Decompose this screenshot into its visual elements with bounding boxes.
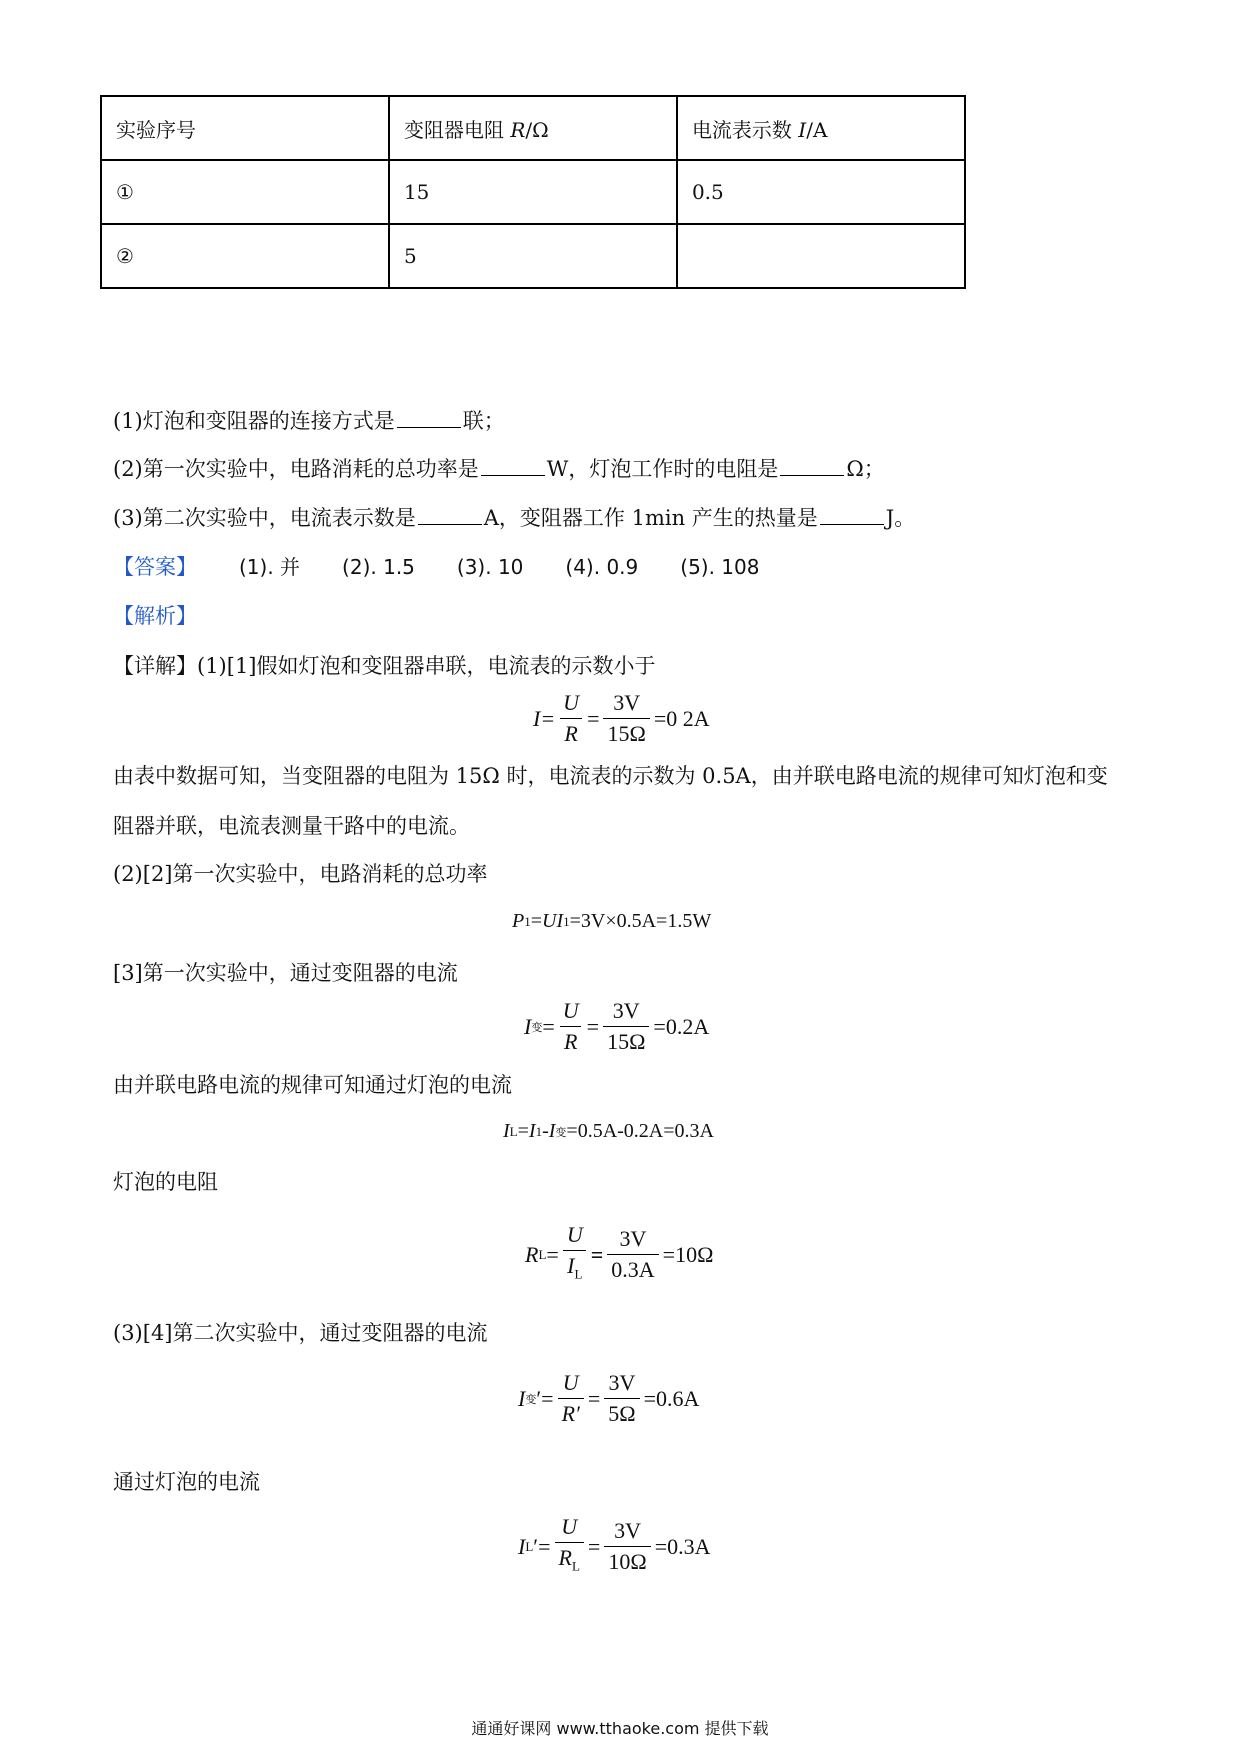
formula-rheostat-current-2: I 变 ′= $\frac{U}{R'}$ = $\frac{3V}{5\Omega}$ =0.6A (518, 1370, 700, 1426)
table-header-cell (101, 96, 389, 160)
question-text: 联； (462, 409, 505, 433)
fraction (604, 1518, 650, 1575)
answer-item: (5). 108 (680, 555, 760, 579)
solution-para: (2)[2]第一次实验中，电路消耗的总功率 (113, 862, 488, 886)
solution-para: 由并联电路电流的规律可知通过灯泡的电流 (113, 1073, 512, 1097)
fraction-numerator: 3V (619, 1226, 647, 1252)
answer-item: (2). 1.5 (342, 555, 415, 579)
formula-result: =0.6A (643, 1385, 700, 1411)
answer-blank (397, 407, 461, 428)
fraction-denominator: 15Ω (603, 718, 649, 747)
formula-result: =0.2A (653, 1013, 710, 1039)
header-unit: /Ω (525, 117, 549, 142)
question-text: J。 (885, 506, 916, 530)
table-cell: ① (101, 160, 389, 224)
solution-para: 灯泡的电阻 (113, 1170, 218, 1194)
fraction (603, 690, 649, 747)
fraction-denominator: 5Ω (604, 1398, 639, 1427)
formula-lamp-resistance: R L = $\frac{U}{I_L}$ = $\frac{3V}{0.3A}$ =10Ω (525, 1222, 713, 1287)
table-header-cell (389, 96, 677, 160)
header-text: 变阻器电阻 (403, 117, 511, 142)
formula-subscript: 变 (525, 1392, 537, 1406)
fraction-numerator: 3V (613, 690, 641, 715)
table-header-cell (677, 96, 965, 160)
fraction: $\frac{U}{R_L}$ (555, 1514, 584, 1579)
answer-item: (4). 0.9 (565, 555, 639, 579)
fraction-denominator: 10Ω (604, 1546, 650, 1575)
experiment-table (100, 95, 966, 289)
answer-blank (418, 504, 482, 525)
answer-blank (481, 455, 545, 476)
solution-para: 【详解】(1)[1]假如灯泡和变阻器串联，电流表的示数小于 (113, 654, 656, 678)
solution-para: 阻器并联，电流表测量干路中的电流。 (113, 814, 470, 838)
answer-line (113, 551, 759, 581)
solution-para: 通过灯泡的电流 (113, 1470, 260, 1494)
formula-lhs: I= (533, 705, 556, 731)
fraction-denominator: R (560, 718, 581, 747)
formula-result: =3V×0.5A=1.5W (569, 910, 712, 932)
fraction-numerator: U (563, 690, 580, 715)
answer-item: (3). 10 (456, 555, 524, 579)
question-1 (113, 405, 505, 435)
solution-para: 由表中数据可知，当变阻器的电阻为 15Ω 时，电流表的示数为 0.5A，由并联电路电流的规律可知灯泡和变 (113, 764, 1108, 788)
solution-para: [3]第一次实验中，通过变阻器的电流 (113, 961, 458, 985)
table-cell (677, 224, 965, 288)
header-symbol: R (510, 117, 526, 142)
page-footer: 通通好课网 www.tthaoke.com 提供下载 (471, 1719, 769, 1738)
fraction (559, 998, 583, 1055)
fraction (559, 690, 583, 747)
header-text: 电流表示数 (691, 117, 799, 142)
fraction-numerator: 3V (614, 1518, 641, 1544)
fraction: $\frac{U}{I_L}$ (563, 1222, 587, 1287)
formula-total-power: P 1 = UI 1 =3V×0.5A=1.5W (512, 910, 712, 932)
fraction-numerator: U (562, 998, 579, 1023)
fraction-numerator: U (562, 1370, 579, 1395)
question-text: A，变阻器工作 1min 产生的热量是 (483, 506, 818, 530)
answer-blank (820, 504, 884, 525)
fraction-numerator: U (561, 1514, 578, 1539)
formula-operator: = (587, 705, 600, 731)
formula-result: =0 2A (653, 705, 710, 731)
formula-subscript: 变 (555, 1125, 567, 1139)
formula-lamp-current: I L = I 1 - I 变 =0.5A-0.2A=0.3A (503, 1120, 714, 1142)
fraction-numerator: U (566, 1222, 583, 1247)
table-row (101, 160, 965, 224)
fraction (603, 998, 649, 1055)
formula-result: =0.3A (654, 1533, 711, 1559)
fraction-numerator: 3V (608, 1370, 636, 1395)
formula-rheostat-current: I 变 = $\frac{U}{R}$ = $\frac{3V}{15\Omega}$ =0.2A (524, 998, 710, 1054)
fraction-denominator: R (560, 1026, 581, 1055)
formula-lamp-current-2: I L ′= $\frac{U}{R_L}$ = $\frac{3V}{10\Omega}$ =0.3A (518, 1514, 711, 1579)
question-text: (3)第二次实验中，电流表示数是 (113, 506, 416, 530)
table-header-row (101, 96, 965, 160)
formula-subscript: 变 (531, 1020, 543, 1034)
formula-result: =10Ω (662, 1241, 714, 1267)
question-2 (113, 453, 885, 483)
formula-current-series (533, 690, 710, 747)
analysis-line (113, 600, 197, 630)
formula-result: =0.5A-0.2A=0.3A (566, 1120, 714, 1142)
solution-para: (3)[4]第二次实验中，通过变阻器的电流 (113, 1321, 488, 1345)
answer-tag: 【答案】 (113, 555, 197, 579)
question-text: (2)第一次实验中，电路消耗的总功率是 (113, 457, 479, 481)
analysis-tag: 【解析】 (113, 604, 197, 628)
question-3 (113, 502, 915, 532)
question-text: (1)灯泡和变阻器的连接方式是 (113, 409, 395, 433)
answer-item: (1). 并 (239, 555, 301, 579)
table-cell: 0.5 (677, 160, 965, 224)
fraction-numerator: 3V (612, 998, 640, 1023)
fraction-denominator: 0.3A (607, 1254, 658, 1283)
fraction: $\frac{U}{R'}$ (558, 1370, 584, 1427)
header-unit: /A (806, 117, 828, 142)
fraction-denominator: 15Ω (603, 1026, 649, 1055)
answer-blank (780, 455, 844, 476)
header-text: 实验序号 (116, 117, 196, 142)
table-cell: ② (101, 224, 389, 288)
table-cell: 15 (389, 160, 677, 224)
table-row (101, 224, 965, 288)
question-text: W，灯泡工作时的电阻是 (546, 457, 779, 481)
header-symbol: I (798, 117, 807, 142)
table-cell: 5 (389, 224, 677, 288)
question-text: Ω； (846, 457, 885, 481)
fraction (604, 1370, 639, 1427)
fraction (607, 1226, 658, 1283)
